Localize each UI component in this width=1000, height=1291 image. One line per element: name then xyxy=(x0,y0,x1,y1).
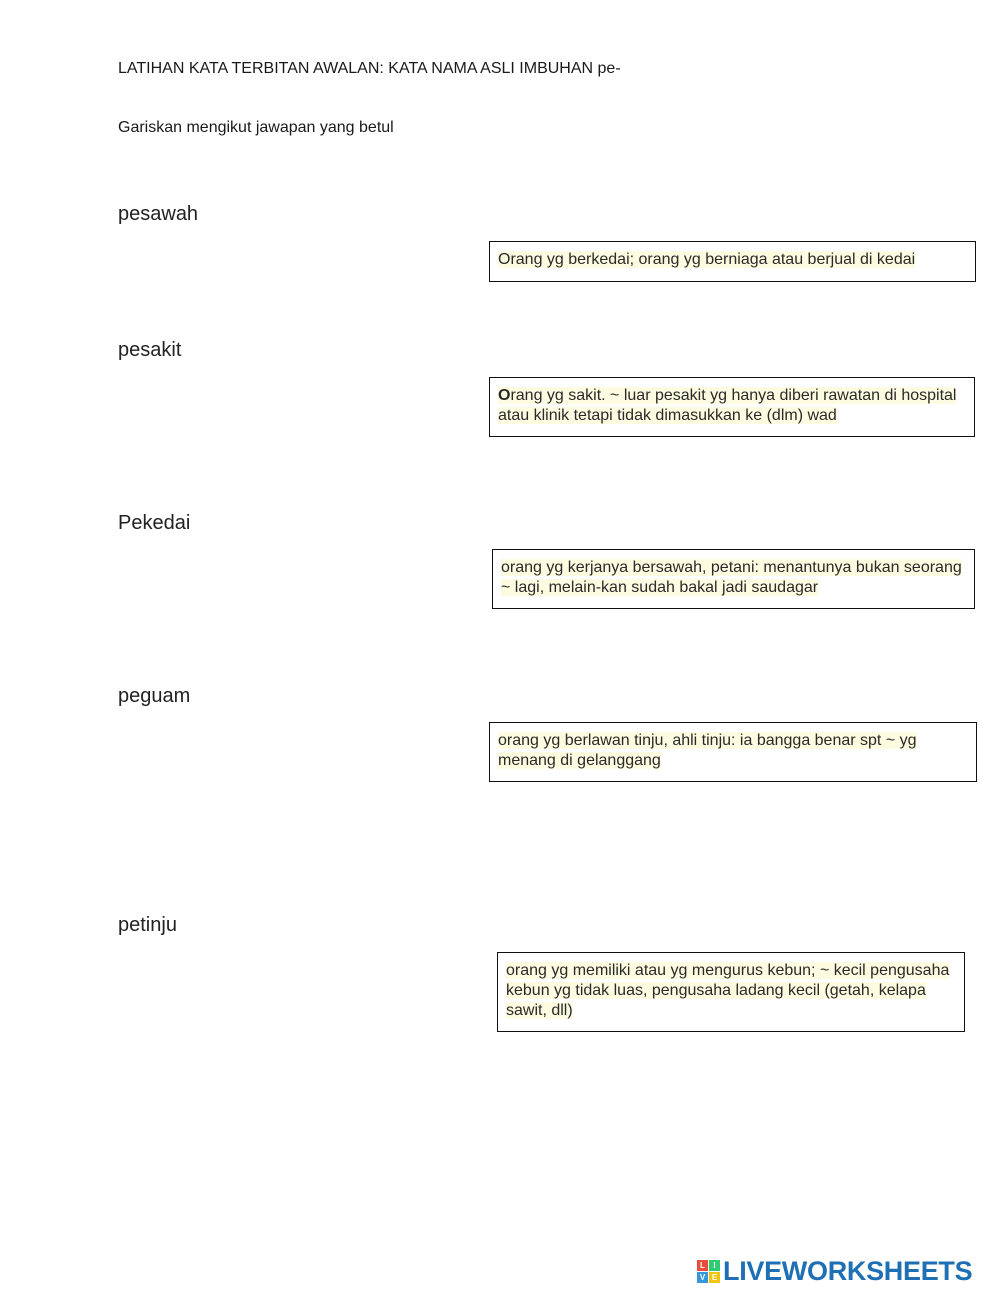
logo-mark-letter: V xyxy=(697,1272,708,1283)
logo-mark-letter: L xyxy=(697,1260,708,1271)
definition-box-3[interactable] xyxy=(492,549,975,609)
definition-text: orang yg berlawan tinju, ahli tinju: ia bangga benar spt ~ yg menang di gelanggang xyxy=(498,732,917,769)
word-pesawah: pesawah xyxy=(118,203,199,225)
logo-mark-icon xyxy=(697,1260,720,1283)
word-peguam: peguam xyxy=(118,685,191,707)
definition-box-2[interactable] xyxy=(489,377,975,437)
logo-text: LIVEWORKSHEETS xyxy=(723,1256,973,1286)
definition-text: Orang yg berkedai; orang yg berniaga atau berjual di kedai xyxy=(498,251,916,268)
word-pesakit: pesakit xyxy=(118,339,182,361)
word-petinju: petinju xyxy=(118,914,177,936)
definition-box-5[interactable] xyxy=(497,952,965,1032)
definition-first-letter: O xyxy=(498,387,511,404)
logo-mark-letter: E xyxy=(709,1272,720,1283)
worksheet-instruction: Gariskan mengikut jawapan yang betul xyxy=(118,119,394,136)
definition-box-4[interactable] xyxy=(489,722,977,782)
definition-text: orang yg memiliki atau yg mengurus kebun; ~ kecil pengusaha kebun yg tidak luas, pengusaha ladang kecil (getah, kelapa sawit, dll) xyxy=(506,962,950,1019)
liveworksheets-logo xyxy=(697,1257,972,1285)
definition-text: rang yg sakit. ~ luar pesakit yg hanya diberi rawatan di hospital atau klinik tetapi tidak dimasukkan ke (dlm) wad xyxy=(498,387,957,424)
word-pekedai: Pekedai xyxy=(118,512,191,534)
logo-mark-letter: I xyxy=(709,1260,720,1271)
definition-text: orang yg kerjanya bersawah, petani: menantunya bukan seorang ~ lagi, melain-kan sudah bakal jadi saudagar xyxy=(501,559,962,596)
worksheet-title: LATIHAN KATA TERBITAN AWALAN: KATA NAMA ASLI IMBUHAN pe- xyxy=(118,60,621,77)
definition-box-1[interactable] xyxy=(489,241,976,282)
